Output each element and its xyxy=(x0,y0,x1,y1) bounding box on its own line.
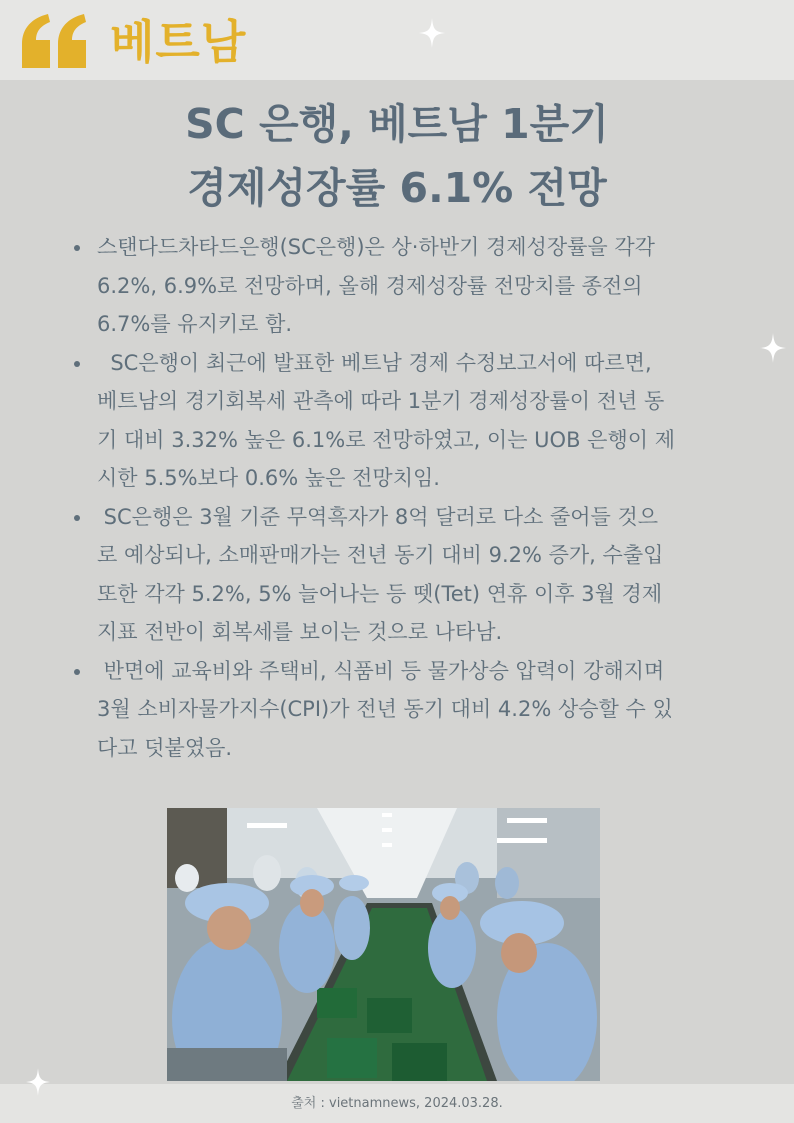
bullet-line: SC은행이 최근에 발표한 베트남 경제 수정보고서에 따르면, xyxy=(97,350,652,375)
bullet-dot-icon xyxy=(74,245,80,251)
bullet-line: 또한 각각 5.2%, 5% 늘어나는 등 뗏(Tet) 연휴 이후 3월 경제 xyxy=(97,581,663,606)
bullet-line: 지표 전반이 회복세를 보이는 것으로 나타남. xyxy=(97,620,503,644)
bullet-item xyxy=(68,652,740,768)
bullet-line: 기 대비 3.32% 높은 6.1%로 전망하였고, 이는 UOB 은행이 제 xyxy=(97,427,675,452)
bullet-line: 베트남의 경기회복세 관측에 따라 1분기 경제성장률이 전년 동 xyxy=(97,389,665,413)
page-title xyxy=(0,92,794,220)
quote-mark-icon xyxy=(20,14,88,70)
bullet-list xyxy=(68,228,740,767)
bullet-item xyxy=(68,498,740,652)
header-title: 베트남 xyxy=(110,15,247,69)
bullet-line: 로 예상되나, 소매판매가는 전년 동기 대비 9.2% 증가, 수출입 xyxy=(97,543,664,567)
title-line: SC 은행, 베트남 1분기 xyxy=(185,100,609,148)
bullet-line: 스탠다드차타드은행(SC은행)은 상·하반기 경제성장률을 각각 xyxy=(97,235,655,259)
bullet-line: 6.7%를 유지키로 함. xyxy=(97,312,293,336)
bullet-dot-icon xyxy=(74,515,80,521)
sparkle-icon xyxy=(26,1068,50,1096)
title-line: 경제성장률 6.1% 전망 xyxy=(187,164,607,212)
sparkle-icon xyxy=(760,333,786,363)
bullet-item xyxy=(68,344,740,498)
bullet-line: 6.2%, 6.9%로 전망하며, 올해 경제성장률 전망치를 종전의 xyxy=(97,273,643,298)
sparkle-icon xyxy=(419,18,445,48)
bullet-line: 다고 덧붙였음. xyxy=(97,735,233,760)
bullet-line: 3월 소비자물가지수(CPI)가 전년 동기 대비 4.2% 상승할 수 있 xyxy=(97,697,673,721)
factory-workers-photo xyxy=(167,808,600,1081)
bullet-item xyxy=(68,228,740,344)
bullet-dot-icon xyxy=(74,361,80,367)
source-text: 출처 : vietnamnews, 2024.03.28. xyxy=(291,1096,503,1111)
bullet-line: 반면에 교육비와 주택비, 식품비 등 물가상승 압력이 강해지며 xyxy=(97,658,665,683)
bullet-line: SC은행은 3월 기준 무역흑자가 8억 달러로 다소 줄어들 것으 xyxy=(97,504,659,529)
bullet-dot-icon xyxy=(74,669,80,675)
bullet-line: 시한 5.5%보다 0.6% 높은 전망치임. xyxy=(97,466,440,490)
